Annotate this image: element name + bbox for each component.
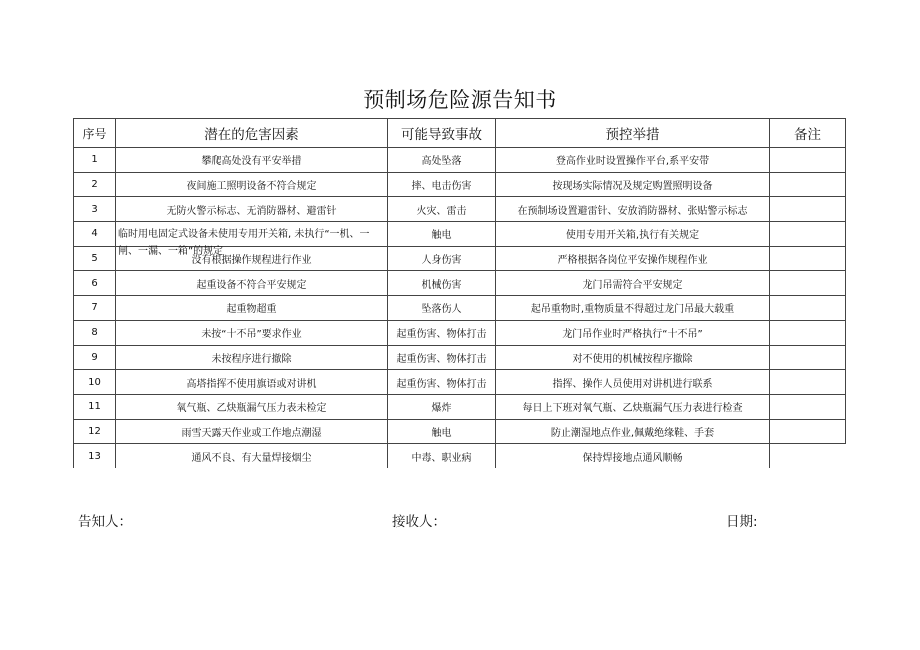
table-row (74, 222, 846, 247)
cell-seq: 9 (74, 345, 116, 370)
header-factor: 潜在的危害因素 (116, 119, 388, 148)
cell-factor: 氧气瓶、乙炔瓶漏气压力表未检定 (116, 394, 388, 419)
cell-factor: 没有根据操作规程进行作业 (116, 246, 388, 271)
header-remark: 备注 (770, 119, 846, 148)
notifier-label: 告知人： (78, 514, 132, 530)
cell-accident: 摔、电击伤害 (388, 172, 496, 197)
cell-accident: 中毒、职业病 (388, 444, 496, 469)
cell-measure: 每日上下班对氧气瓶、乙炔瓶漏气压力表进行检查 (496, 394, 770, 419)
cell-seq: 8 (74, 320, 116, 345)
table-row (74, 172, 846, 197)
table-row (74, 419, 846, 444)
cell-measure: 保持焊接地点通风顺畅 (496, 444, 770, 469)
cell-remark (770, 296, 846, 321)
cell-measure: 对不使用的机械按程序撤除 (496, 345, 770, 370)
header-seq: 序号 (74, 119, 116, 148)
cell-remark (770, 271, 846, 296)
cell-seq: 2 (74, 172, 116, 197)
cell-seq: 13 (74, 444, 116, 469)
cell-factor: 高塔指挥不使用旗语或对讲机 (116, 370, 388, 395)
cell-measure: 起吊重物时,重物质量不得超过龙门吊最大载重 (496, 296, 770, 321)
table-row (74, 197, 846, 222)
table-row (74, 444, 846, 469)
cell-remark (770, 345, 846, 370)
cell-accident: 起重伤害、物体打击 (388, 320, 496, 345)
cell-factor: 未按“十不吊”要求作业 (116, 320, 388, 345)
cell-factor: 攀爬高处没有平安举措 (116, 148, 388, 173)
cell-seq: 1 (74, 148, 116, 173)
cell-measure: 防止潮湿地点作业,佩戴绝缘鞋、手套 (496, 419, 770, 444)
cell-seq: 7 (74, 296, 116, 321)
cell-accident: 人身伤害 (388, 246, 496, 271)
header-measure: 预控举措 (496, 119, 770, 148)
cell-seq: 10 (74, 370, 116, 395)
cell-measure: 按现场实际情况及规定购置照明设备 (496, 172, 770, 197)
cell-measure: 龙门吊作业时严格执行“十不吊” (496, 320, 770, 345)
cell-factor: 未按程序进行撤除 (116, 345, 388, 370)
cell-accident: 起重伤害、物体打击 (388, 345, 496, 370)
table-row (74, 370, 846, 395)
table-row (74, 345, 846, 370)
cell-measure: 使用专用开关箱,执行有关规定 (496, 222, 770, 247)
cell-measure: 严格根据各岗位平安操作规程作业 (496, 246, 770, 271)
cell-factor: 起重物超重 (116, 296, 388, 321)
cell-factor: 无防火警示标志、无消防器材、避雷针 (116, 197, 388, 222)
cell-remark (770, 320, 846, 345)
cell-factor: 起重设备不符合平安规定 (116, 271, 388, 296)
hazard-table (73, 118, 846, 468)
cell-seq: 12 (74, 419, 116, 444)
header-accident: 可能导致事故 (388, 119, 496, 148)
table-row (74, 394, 846, 419)
cell-remark (770, 197, 846, 222)
cell-remark (770, 172, 846, 197)
cell-accident: 起重伤害、物体打击 (388, 370, 496, 395)
cell-measure: 在预制场设置避雷针、安放消防器材、张贴警示标志 (496, 197, 770, 222)
table-row (74, 148, 846, 173)
table-row (74, 320, 846, 345)
cell-measure: 龙门吊需符合平安规定 (496, 271, 770, 296)
cell-factor (116, 222, 388, 258)
cell-accident: 火灾、雷击 (388, 197, 496, 222)
table-row (74, 296, 846, 321)
cell-remark (770, 444, 846, 469)
cell-accident: 高处坠落 (388, 148, 496, 173)
cell-remark (770, 419, 846, 444)
date-label: 日期: (726, 514, 758, 530)
cell-accident: 坠落伤人 (388, 296, 496, 321)
cell-accident: 爆炸 (388, 394, 496, 419)
cell-seq: 6 (74, 271, 116, 296)
document-title: 预制场危险源告知书 (363, 88, 557, 112)
cell-remark (770, 246, 846, 271)
cell-seq: 4 (74, 222, 116, 247)
cell-accident: 触电 (388, 419, 496, 444)
cell-factor: 雨雪天露天作业或工作地点潮湿 (116, 419, 388, 444)
table-row (74, 271, 846, 296)
receiver-label: 接收人： (392, 514, 446, 530)
cell-remark (770, 222, 846, 247)
cell-factor: 夜间施工照明设备不符合规定 (116, 172, 388, 197)
cell-remark (770, 148, 846, 173)
cell-seq: 5 (74, 246, 116, 271)
cell-accident: 触电 (388, 222, 496, 247)
cell-factor: 通风不良、有大量焊接烟尘 (116, 444, 388, 469)
cell-accident: 机械伤害 (388, 271, 496, 296)
cell-remark (770, 370, 846, 395)
table-header-row (74, 119, 846, 148)
cell-seq: 3 (74, 197, 116, 222)
cell-measure: 登高作业时设置操作平台,系平安带 (496, 148, 770, 173)
cell-remark (770, 394, 846, 419)
cell-seq: 11 (74, 394, 116, 419)
cell-measure: 指挥、操作人员使用对讲机进行联系 (496, 370, 770, 395)
cell-factor-text: 临时用电固定式设备未使用专用开关箱, 未执行“一机、一闸、一漏、一箱”的规定 (118, 229, 370, 258)
